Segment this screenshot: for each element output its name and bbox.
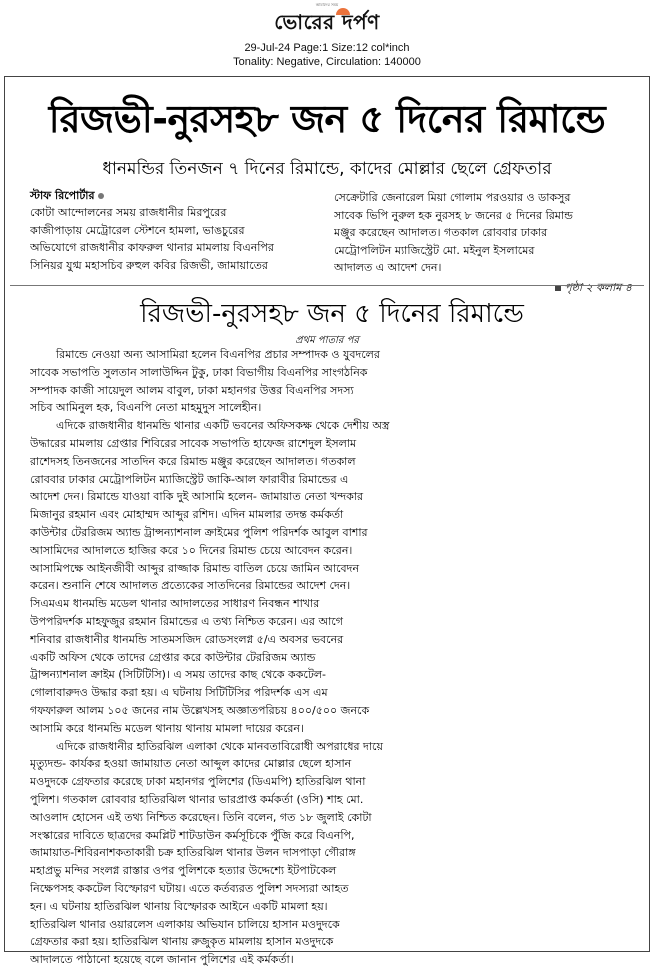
body-line: আসামিপক্ষে আইনজীবী আব্দুর রাজ্জাক রিমান্ড বাতিল চেয়ে জামিন আবেদন	[30, 561, 360, 575]
clipping-tonality-line: Tonality: Negative, Circulation: 140000	[233, 56, 421, 68]
body-line: মওদুদকে গ্রেফতার করেছে ঢাকা মহানগর পুলিশের (ডিএমপি) হাতিরঝিল থানা	[30, 775, 366, 789]
body-line: সংস্কারের দাবিতে ছাত্রদের কমপ্লিট শাটডাউন কর্মসূচিকে পুঁজি করে বিএনপি,	[30, 828, 355, 842]
masthead-tagline: আমাদের সময়	[315, 2, 339, 7]
body-line: শনিবার রাজধানীর ধানমন্ডি সাতমসজিদ রোডসংলগ্ন ৫/এ অবসর ভবনের	[30, 632, 344, 646]
body-line: মিজানুর রহমান এবং মোহাম্মদ আব্দুর রশিদ। এদিন মামলার তদন্ত কর্মকর্তা	[30, 508, 344, 522]
continuation-headline: রিজভী-নুরসহ৮ জন ৫ দিনের রিমান্ডে	[140, 299, 524, 329]
jump-label: পৃষ্ঠা ২ কলাম ৪	[564, 280, 632, 294]
lead-line: মেট্রোপলিটন ম্যাজিস্ট্রেট মো. মইনুল ইসলামের	[334, 243, 535, 257]
body-line: রোববার ঢাকার মেট্রোপলিটন ম্যাজিস্ট্রেট জাকি-আল ফারাবীর রিমান্ডের এ	[30, 472, 349, 486]
body-line: সিএমএম ধানমন্ডি মডেল থানার আদালতের সাধারণ নিবন্ধন শাখার	[30, 597, 320, 611]
body-line: করেন। শুনানি শেষে আদালত প্রত্যেকের সাতদিনের রিমান্ডের আদেশ দেন।	[30, 579, 351, 593]
lead-line: কোটা আন্দোলনের সময় রাজধানীর মিরপুরের	[30, 206, 227, 219]
body-line: সম্পাদক কাজী সায়েদুল আলম বাবুল, ঢাকা মহানগর উত্তর বিএনপির সদস্য	[30, 383, 354, 397]
body-line: আসামিদের আদালতে হাজির করে ১০ দিনের রিমান্ড চেয়ে আবেদন করেন।	[30, 543, 353, 557]
body-line: সচিব আমিনুল হক, বিএনপি নেতা মাহমুদুস সালেহীন।	[30, 401, 262, 415]
jump-reference	[334, 279, 632, 297]
body-line: পুলিশ। গতকাল রোববার হাতিরঝিল থানার ভারপ্রাপ্ত কর্মকর্তা (ওসি) শাহ মো.	[30, 792, 364, 806]
body-line: কাউন্টার টেররিজম অ্যান্ড ট্রান্সন্যাশনাল ক্রাইমের পুলিশ পরিদর্শক আবুল বাশার	[30, 525, 368, 539]
lead-line: মঞ্জুর করেছেন আদালত। গতকাল রোববার ঢাকার	[334, 226, 548, 240]
body-line: মৃত্যুদন্ড- কার্যকর হওয়া জামায়াত নেতা আব্দুল কাদের মোল্লার ছেলে হাসান	[30, 757, 352, 771]
body-line: নিক্ষেপসহ ককটেল বিস্ফোরণ ঘটায়। এতে কর্তব্যরত পুলিশ সদস্যরা আহত	[30, 881, 349, 895]
body-line: উদ্ধারের মামলায় গ্রেপ্তার শিবিরের সাবেক সভাপতি হাফেজ রাশেদুল ইসলাম	[30, 436, 357, 450]
body-line: জামায়াত-শিবিরনাশকতাকারী চক্র হাতিরঝিল থানার উলন দাসপাড়া গৌরাঙ্গ	[30, 846, 356, 860]
lead-line: কাজীপাড়ায় মেট্রোরেল স্টেশনে হামলা, ভাঙচুরের	[30, 223, 245, 237]
article-headline: রিজভী-নুরসহ৮ জন ৫ দিনের রিমান্ডে	[48, 97, 606, 141]
article-subheadline: ধানমন্ডির তিনজন ৭ দিনের রিমান্ডে, কাদের মোল্লার ছেলে গ্রেফতার	[102, 159, 552, 179]
body-line: আসামি করে ধানমন্ডি মডেল থানায় থানায় মামলা দায়ের করেন।	[30, 721, 304, 735]
section-divider	[10, 285, 644, 286]
body-line: আদালতে পাঠানো হয়েছে বলে জানান পুলিশের এই কর্মকর্তা।	[30, 953, 294, 967]
lead-line: সেক্রেটারি জেনারেল মিয়া গোলাম পরওয়ার ও ডাকসুর	[334, 191, 571, 204]
clipping-date-line: 29-Jul-24 Page:1 Size:12 col*inch	[244, 42, 410, 54]
body-line: এদিকে রাজধানীর ধানমন্ডি থানার একটি ভবনের অফিসকক্ষ থেকে দেশীয় অস্ত্র	[56, 419, 390, 433]
lead-column-right	[334, 189, 632, 297]
bullet-icon	[98, 193, 104, 199]
masthead	[0, 0, 654, 69]
byline-text: স্টাফ রিপোর্টার	[30, 189, 95, 202]
body-line: আওলাদ হোসেন এই তথ্য নিশ্চিত করেছেন। তিনি বলেন, গত ১৮ জুলাই কোটা	[30, 810, 372, 824]
newspaper-logo	[274, 8, 380, 41]
continued-from-label: প্রথম পাতার পর	[295, 335, 359, 346]
body-line: সাবেক সভাপতি সুলতান সালাউদ্দিন টুকু, ঢাকা বিভাগীয় বিএনপির সাংগঠনিক	[30, 365, 368, 379]
lead-line: আদালত এ আদেশ দেন।	[334, 261, 442, 275]
lead-column-left	[30, 204, 316, 274]
newspaper-logo-text: ভোরের দর্পণ	[274, 10, 380, 34]
body-line: মহাপ্রভু মন্দির সংলগ্ন রাস্তার ওপর পুলিশকে হত্যার উদ্দেশ্যে ইটপাটকেল	[30, 864, 337, 878]
continuation-body	[30, 346, 630, 969]
body-line: একটি অফিস থেকে তাদের গ্রেপ্তার করে কাউন্টার টেররিজম অ্যান্ড	[30, 650, 316, 664]
body-line: হাতিরঝিল থানার ওয়ারলেস এলাকায় অভিযান চালিয়ে হাসান মওদুদকে	[30, 917, 340, 931]
body-line: রিমান্ডে নেওয়া অন্য আসামিরা হলেন বিএনপির প্রচার সম্পাদক ও যুবদলের	[56, 348, 380, 361]
lead-line: সিনিয়র যুগ্ম মহাসচিব রুহুল কবির রিজভী, জামায়াতের	[30, 258, 268, 272]
body-line: ট্রান্সন্যাশনাল ক্রাইম (সিটিটিসি)। এ সময় তাদের কাছ থেকে ককটেল-	[30, 668, 327, 682]
body-line: গোলাবারুদও উদ্ধার করা হয়। এ ঘটনায় সিটিটিসির পরিদর্শক এস এম	[30, 686, 328, 700]
body-line: উপপরিদর্শক মাহফুজুর রহমান রিমান্ডের এ তথ্য নিশ্চিত করেন। এর আগে	[30, 614, 343, 628]
body-line: এদিকে রাজধানীর হাতিরঝিল এলাকা থেকে মানবতাবিরোধী অপরাধের দায়ে	[56, 739, 383, 753]
body-line: গফফারুল আলম ১০৫ জনের নাম উল্লেখসহ অজ্ঞাতপরিচয় ৪০০/৫০০ জনকে	[30, 703, 370, 717]
body-line: রাশেদসহ তিনজনের সাতদিন করে রিমান্ড মঞ্জুর করেছেন আদালত। গতকাল	[30, 454, 356, 468]
body-line: আদেশ দেন। রিমান্ডে যাওয়া বাকি দুই আসামি হলেন- জামায়াত নেতা খন্দকার	[30, 490, 364, 504]
lead-line: অভিযোগে রাজধানীর কাফরুল থানার মামলায় বিএনপির	[30, 241, 274, 255]
lead-line: সাবেক ভিপি নুরুল হক নুরসহ ৮ জনের ৫ দিনের রিমান্ড	[334, 208, 573, 222]
body-line: গ্রেফতার করা হয়। হাতিরঝিল থানায় রুজুকৃত মামলায় হাসান মওদুদকে	[30, 935, 334, 949]
body-line: হন। এ ঘটনায় হাতিরঝিল থানায় বিস্ফোরক আইনে একটি মামলা হয়।	[30, 899, 328, 913]
